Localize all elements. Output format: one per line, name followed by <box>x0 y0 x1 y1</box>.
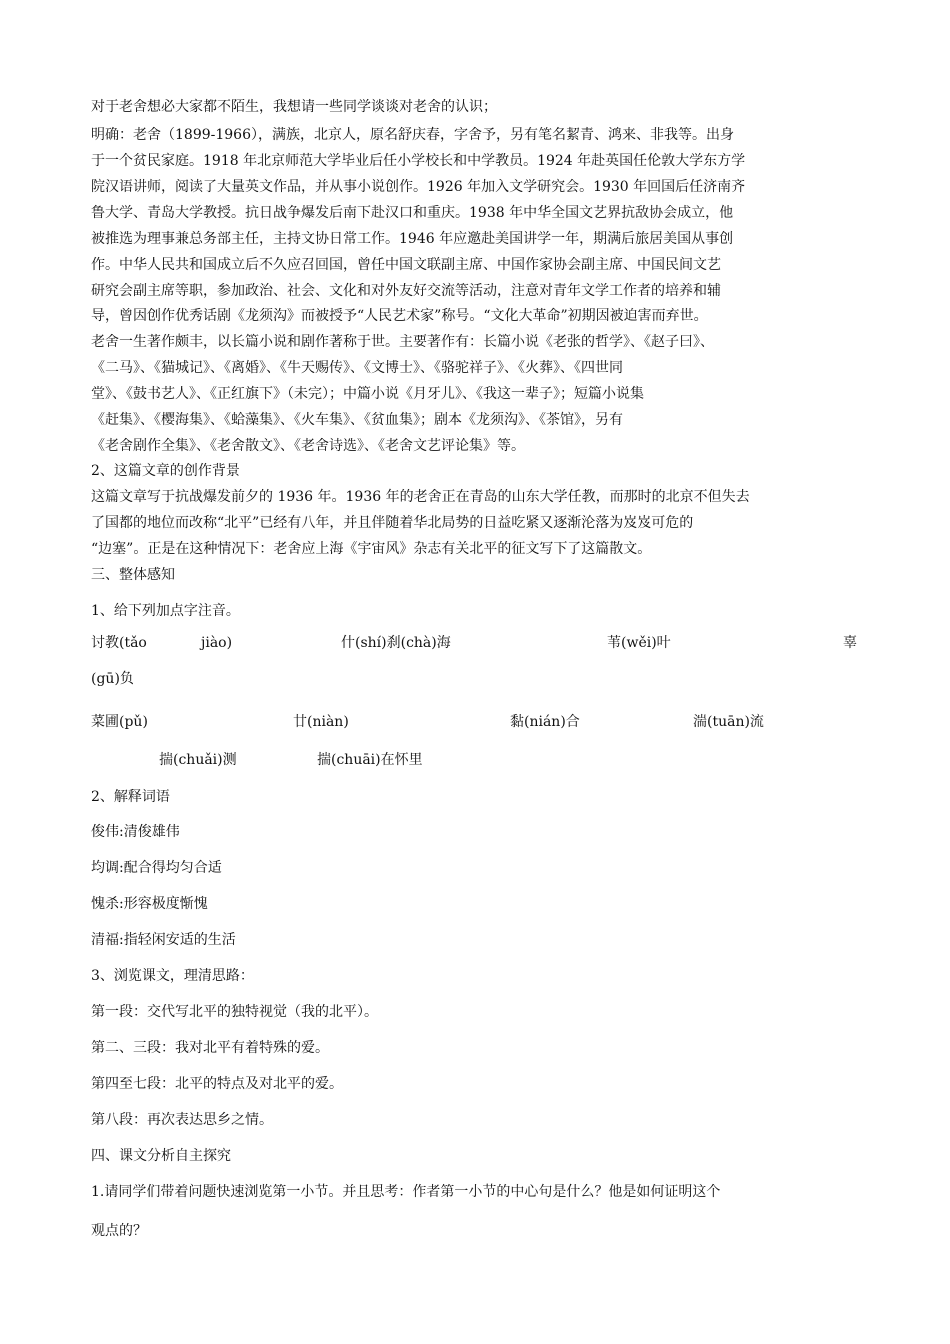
pinyin-heading: 1、给下列加点字注音。 <box>91 603 240 619</box>
pinyin-item: 什(shí)刹(chà)海 <box>341 635 451 651</box>
intro-line: 对于老舍想必大家都不陌生，我想请一些同学谈谈对老舍的认识； <box>91 99 497 115</box>
bio-line: 《老舍剧作全集》、《老舍散文》、《老舍诗选》、《老舍文艺评论集》等。 <box>91 438 525 454</box>
pinyin-item: 揣(chuāi)在怀里 <box>317 752 423 768</box>
outline-item: 第二、三段：我对北平有着特殊的爱。 <box>91 1040 329 1056</box>
background-line: 这篇文章写于抗战爆发前夕的 1936 年。1936 年的老舍正在青岛的山东大学任教，而那时的北京不但失去 <box>91 489 750 505</box>
background-heading: 2、这篇文章的创作背景 <box>91 463 240 479</box>
pinyin-item: 菜圃(pǔ) <box>91 714 148 730</box>
word-definition: 清福:指轻闲安适的生活 <box>91 932 236 948</box>
bio-line: 堂》、《鼓书艺人》、《正红旗下》（未完）；中篇小说《月牙儿》、《我这一辈子》；短篇小说集 <box>91 386 644 402</box>
bio-line: 鲁大学、青岛大学教授。抗日战争爆发后南下赴汉口和重庆。1938 年中华全国文艺界抗敌协会成立，他 <box>91 205 734 221</box>
bio-line: 研究会副主席等职，参加政治、社会、文化和对外友好交流等活动，注意对青年文学工作者的培养和辅 <box>91 283 721 299</box>
word-definition: 愧杀:形容极度惭愧 <box>91 896 208 912</box>
pinyin-item: 廿(niàn) <box>293 714 349 730</box>
bio-line: 明确：老舍（1899-1966），满族，北京人，原名舒庆春，字舍予，另有笔名絜青、鸿来、非我等。出身 <box>91 127 734 143</box>
pinyin-item: 辜 <box>843 635 857 651</box>
word-definition: 均调:配合得均匀合适 <box>91 860 222 876</box>
pinyin-item: 苇(wěi)叶 <box>607 635 671 651</box>
outline-item: 第八段：再次表达思乡之情。 <box>91 1112 273 1128</box>
bio-line: 《二马》、《猫城记》、《离婚》、《牛天赐传》、《文博士》、《骆驼祥子》、《火葬》、《四世同 <box>91 360 623 376</box>
pinyin-item: 讨教(tǎo <box>91 635 147 651</box>
question-line: 1.请同学们带着问题快速浏览第一小节。并且思考：作者第一小节的中心句是什么？他是如何证明这个 <box>91 1184 721 1200</box>
background-line: “边塞”。正是在这种情况下：老舍应上海《宇宙风》杂志有关北平的征文写下了这篇散文。 <box>91 541 652 557</box>
words-heading: 2、解释词语 <box>91 789 170 805</box>
word-definition: 俊伟:清俊雄伟 <box>91 824 180 840</box>
bio-line: 于一个贫民家庭。1918 年北京师范大学毕业后任小学校长和中学教员。1924 年赴英国任伦敦大学东方学 <box>91 153 746 169</box>
outline-item: 第四至七段：北平的特点及对北平的爱。 <box>91 1076 343 1092</box>
section-heading: 三、整体感知 <box>91 567 175 583</box>
bio-line: 被推选为理事兼总务部主任，主持文协日常工作。1946 年应邀赴美国讲学一年，期满后旅居美国从事创 <box>91 231 734 247</box>
question-line: 观点的？ <box>91 1223 147 1239</box>
background-line: 了国都的地位而改称“北平”已经有八年，并且伴随着华北局势的日益吃紧又逐渐沦落为岌岌可危的 <box>91 515 694 531</box>
bio-line: 《赶集》、《樱海集》、《蛤藻集》、《火车集》、《贫血集》；剧本《龙须沟》、《茶馆》，另有 <box>91 412 623 428</box>
section-heading: 四、课文分析自主探究 <box>91 1148 231 1164</box>
bio-line: 老舍一生著作颇丰，以长篇小说和剧作著称于世。主要著作有：长篇小说《老张的哲学》、《赵子曰》、 <box>91 334 714 350</box>
pinyin-item: 揣(chuǎi)测 <box>159 752 237 768</box>
bio-line: 院汉语讲师，阅读了大量英文作品，并从事小说创作。1926 年加入文学研究会。1930 年回国后任济南齐 <box>91 179 746 195</box>
outline-item: 第一段：交代写北平的独特视觉（我的北平）。 <box>91 1004 378 1020</box>
bio-line: 作。中华人民共和国成立后不久应召回国，曾任中国文联副主席、中国作家协会副主席、中国民间文艺 <box>91 257 721 273</box>
pinyin-item: jiào) <box>201 635 233 651</box>
pinyin-item: 湍(tuān)流 <box>693 714 764 730</box>
outline-heading: 3、浏览课文，理清思路： <box>91 968 254 984</box>
pinyin-item: (gū)负 <box>91 671 134 687</box>
bio-line: 导，曾因创作优秀话剧《龙须沟》而被授予“人民艺术家”称号。“文化大革命”初期因被迫害而弃世。 <box>91 308 708 324</box>
pinyin-item: 黏(nián)合 <box>510 714 580 730</box>
